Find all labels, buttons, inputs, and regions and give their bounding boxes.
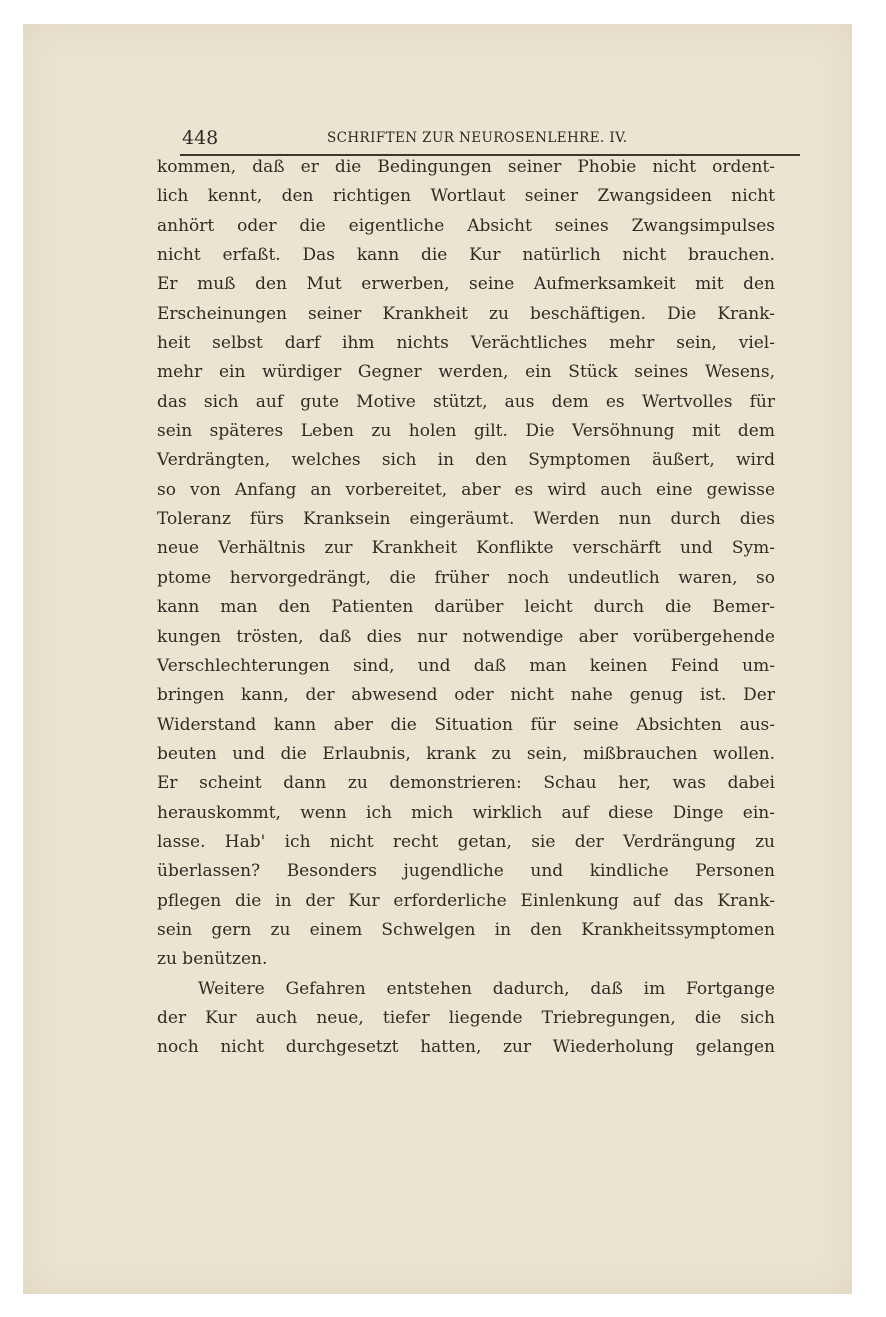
text-line: beuten und die Erlaubnis, krank zu sein, mißbrauchen wollen. [157, 743, 775, 764]
text-line: kungen trösten, daß dies nur notwendige aber vorübergehende [157, 626, 775, 647]
text-line: Verdrängten, welches sich in den Symptomen äußert, wird [157, 450, 775, 471]
text-line: Toleranz fürs Kranksein eingeräumt. Werden nun durch dies [157, 509, 775, 530]
text-line: Weitere Gefahren entstehen dadurch, daß im Fortgange [198, 978, 775, 999]
text-line: kann man den Patienten darüber leicht durch die Bemer- [157, 597, 775, 618]
text-line: sein gern zu einem Schwelgen in den Krankheitssymptomen [157, 919, 775, 940]
text-line: bringen kann, der abwesend oder nicht nahe genug ist. Der [157, 685, 775, 706]
text-line: noch nicht durchgesetzt hatten, zur Wiederholung gelangen [157, 1037, 775, 1058]
text-line: Er scheint dann zu demonstrieren: Schau her, was dabei [157, 773, 775, 794]
text-line: das sich auf gute Motive stützt, aus dem es Wertvolles für [157, 391, 775, 412]
text-line: Widerstand kann aber die Situation für seine Absichten aus- [157, 714, 775, 735]
text-line: neue Verhältnis zur Krankheit Konflikte verschärft und Sym- [157, 538, 775, 559]
text-line: Verschlechterungen sind, und daß man keinen Feind um- [157, 655, 775, 676]
running-head: SCHRIFTEN ZUR NEUROSENLEHRE. IV. [327, 130, 628, 146]
text-line: der Kur auch neue, tiefer liegende Triebregungen, die sich [157, 1007, 775, 1028]
text-line: Erscheinungen seiner Krankheit zu beschäftigen. Die Krank- [157, 303, 775, 324]
text-line: heit selbst darf ihm nichts Verächtliches mehr sein, viel- [157, 333, 775, 354]
text-line: lasse. Hab' ich nicht recht getan, sie der Verdrängung zu [157, 831, 775, 852]
text-line: sein späteres Leben zu holen gilt. Die Versöhnung mit dem [157, 421, 775, 442]
text-line: kommen, daß er die Bedingungen seiner Phobie nicht ordent- [157, 157, 775, 177]
text-line: so von Anfang an vorbereitet, aber es wird auch eine gewisse [157, 479, 775, 500]
page-number: 448 [182, 127, 219, 149]
text-line: herauskommt, wenn ich mich wirklich auf diese Dinge ein- [157, 802, 775, 823]
text-line: mehr ein würdiger Gegner werden, ein Stück seines Wesens, [157, 362, 775, 383]
text-line: zu benützen. [157, 949, 268, 970]
text-line: nicht erfaßt. Das kann die Kur natürlich nicht brauchen. [157, 245, 775, 266]
text-line: pflegen die in der Kur erforderliche Einlenkung auf das Krank- [157, 890, 775, 911]
text-line: Er muß den Mut erwerben, seine Aufmerksamkeit mit den [157, 274, 775, 295]
page-header [180, 124, 800, 156]
text-line: lich kennt, den richtigen Wortlaut seiner Zwangsideen nicht [157, 186, 775, 207]
text-line: überlassen? Besonders jugendliche und kindliche Personen [157, 861, 775, 882]
text-line: ptome hervorgedrängt, die früher noch undeutlich waren, so [157, 567, 775, 588]
body-text [157, 153, 775, 1063]
text-line: anhört oder die eigentliche Absicht seines Zwangsimpulses [157, 215, 775, 236]
